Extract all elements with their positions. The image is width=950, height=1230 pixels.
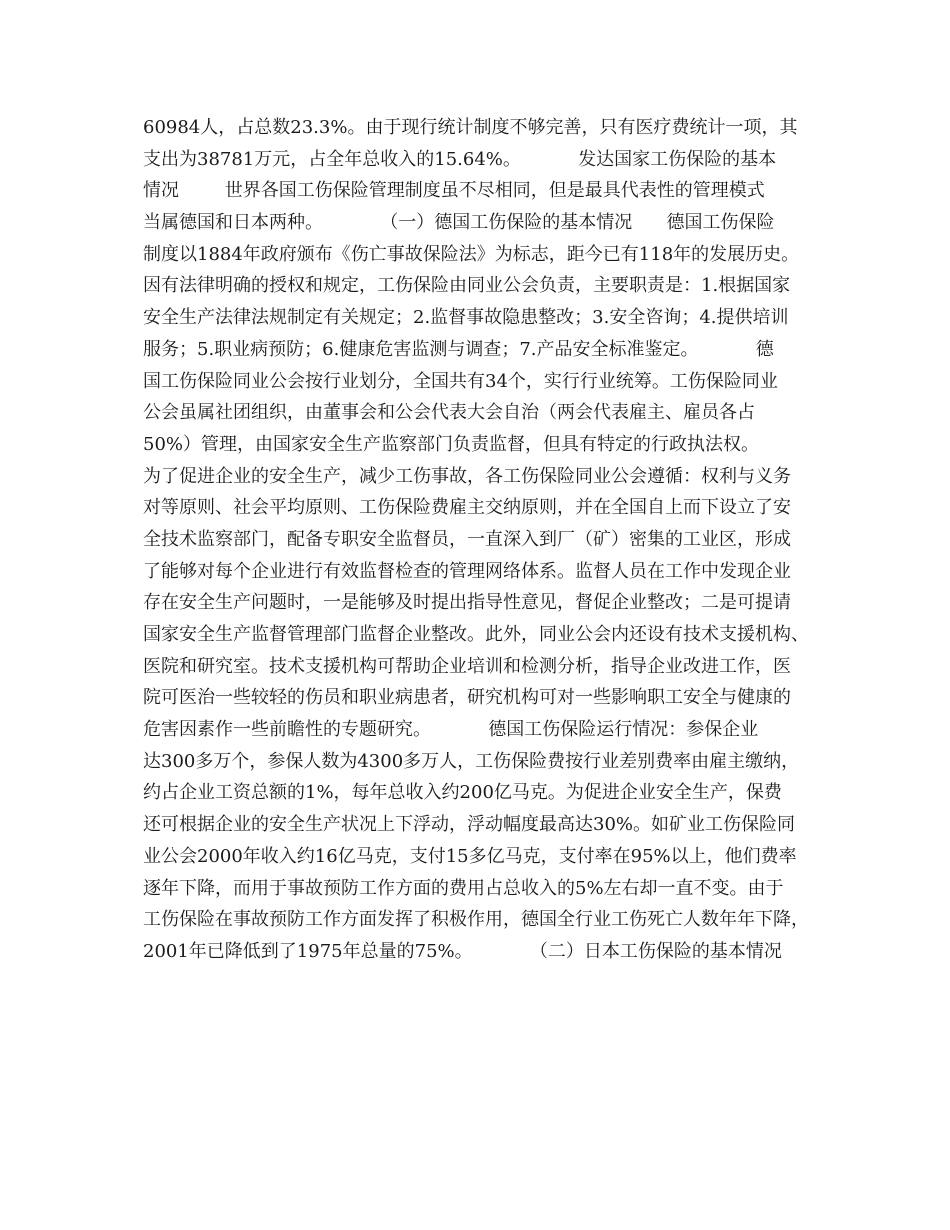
text-line: 约占企业工资总额的1%，每年总收入约200亿马克。为促进企业安全生产，保费 [143, 782, 782, 804]
text-line: 工伤保险在事故预防工作方面发挥了积极作用，德国全行业工伤死亡人数年年下降， [143, 909, 809, 931]
text-line: 医院和研究室。技术支援机构可帮助企业培训和检测分析，指导企业改进工作，医 [143, 655, 791, 677]
text-line: 60984人，占总数23.3%。由于现行统计制度不够完善，只有医疗费统计一项，其 [143, 117, 798, 138]
text-line: 危害因素作一些前瞻性的专题研究。 德国工伤保险运行情况：参保企业 [143, 719, 759, 741]
text-line: 达300多万个，参保人数为4300多万人，工伤保险费按行业差别费率由雇主缴纳， [143, 750, 800, 772]
body-text [143, 112, 833, 968]
text-line: 院可医治一些较轻的伤员和职业病患者，研究机构可对一些影响职工安全与健康的 [143, 687, 791, 709]
text-line: 国工伤保险同业公会按行业划分，全国共有34个，实行行业统筹。工伤保险同业 [143, 370, 778, 392]
text-line: 安全生产法律法规制定有关规定；2.监督事故隐患整改；3.安全咨询；4.提供培训 [143, 307, 789, 329]
text-line: 存在安全生产问题时，一是能够及时提出指导性意见，督促企业整改；二是可提请 [143, 592, 791, 614]
text-line: 为了促进企业的安全生产，减少工伤事故，各工伤保险同业公会遵循：权利与义务 [143, 465, 791, 487]
text-line: 还可根据企业的安全生产状况上下浮动，浮动幅度最高达30%。如矿业工伤保险同 [143, 814, 796, 836]
text-line: 国家安全生产监督管理部门监督企业整改。此外，同业公会内还设有技术支援机构、 [143, 624, 809, 645]
text-line: 50%）管理，由国家安全生产监察部门负责监督，但具有特定的行政执法权。 [143, 433, 760, 455]
text-line: 业公会2000年收入约16亿马克，支付15多亿马克，支付率在95%以上，他们费率 [143, 845, 797, 867]
text-line: 对等原则、社会平均原则、工伤保险费雇主交纳原则，并在全国自上而下设立了安 [143, 497, 791, 519]
text-line: 支出为38781万元，占全年总收入的15.64%。 发达国家工伤保险的基本 [143, 148, 777, 170]
text-line: 情况 世界各国工伤保险管理制度虽不尽相同，但是最具代表性的管理模式 [143, 180, 765, 202]
text-line: 因有法律明确的授权和规定，工伤保险由同业公会负责，主要职责是：1.根据国家 [143, 275, 791, 297]
text-line: 逐年下降，而用于事故预防工作方面的费用占总收入的5%左右却一直不变。由于 [143, 877, 784, 899]
text-line: 当属德国和日本两种。 （一）德国工伤保险的基本情况 德国工伤保险 [143, 212, 775, 234]
text-line: 2001年已降低到了1975年总量的75%。 （二）日本工伤保险的基本情况 [143, 940, 782, 962]
text-line: 制度以1884年政府颁布《伤亡事故保险法》为标志，距今已有118年的发展历史。 [143, 243, 800, 265]
text-line: 全技术监察部门，配备专职安全监督员，一直深入到厂（矿）密集的工业区，形成 [143, 528, 791, 550]
text-line: 服务；5.职业病预防；6.健康危害监测与调查；7.产品安全标准鉴定。 德 [143, 338, 774, 360]
text-line: 了能够对每个企业进行有效监督检查的管理网络体系。监督人员在工作中发现企业 [143, 560, 791, 582]
text-line: 公会虽属社团组织，由董事会和公会代表大会自治（两会代表雇主、雇员各占 [143, 402, 755, 424]
